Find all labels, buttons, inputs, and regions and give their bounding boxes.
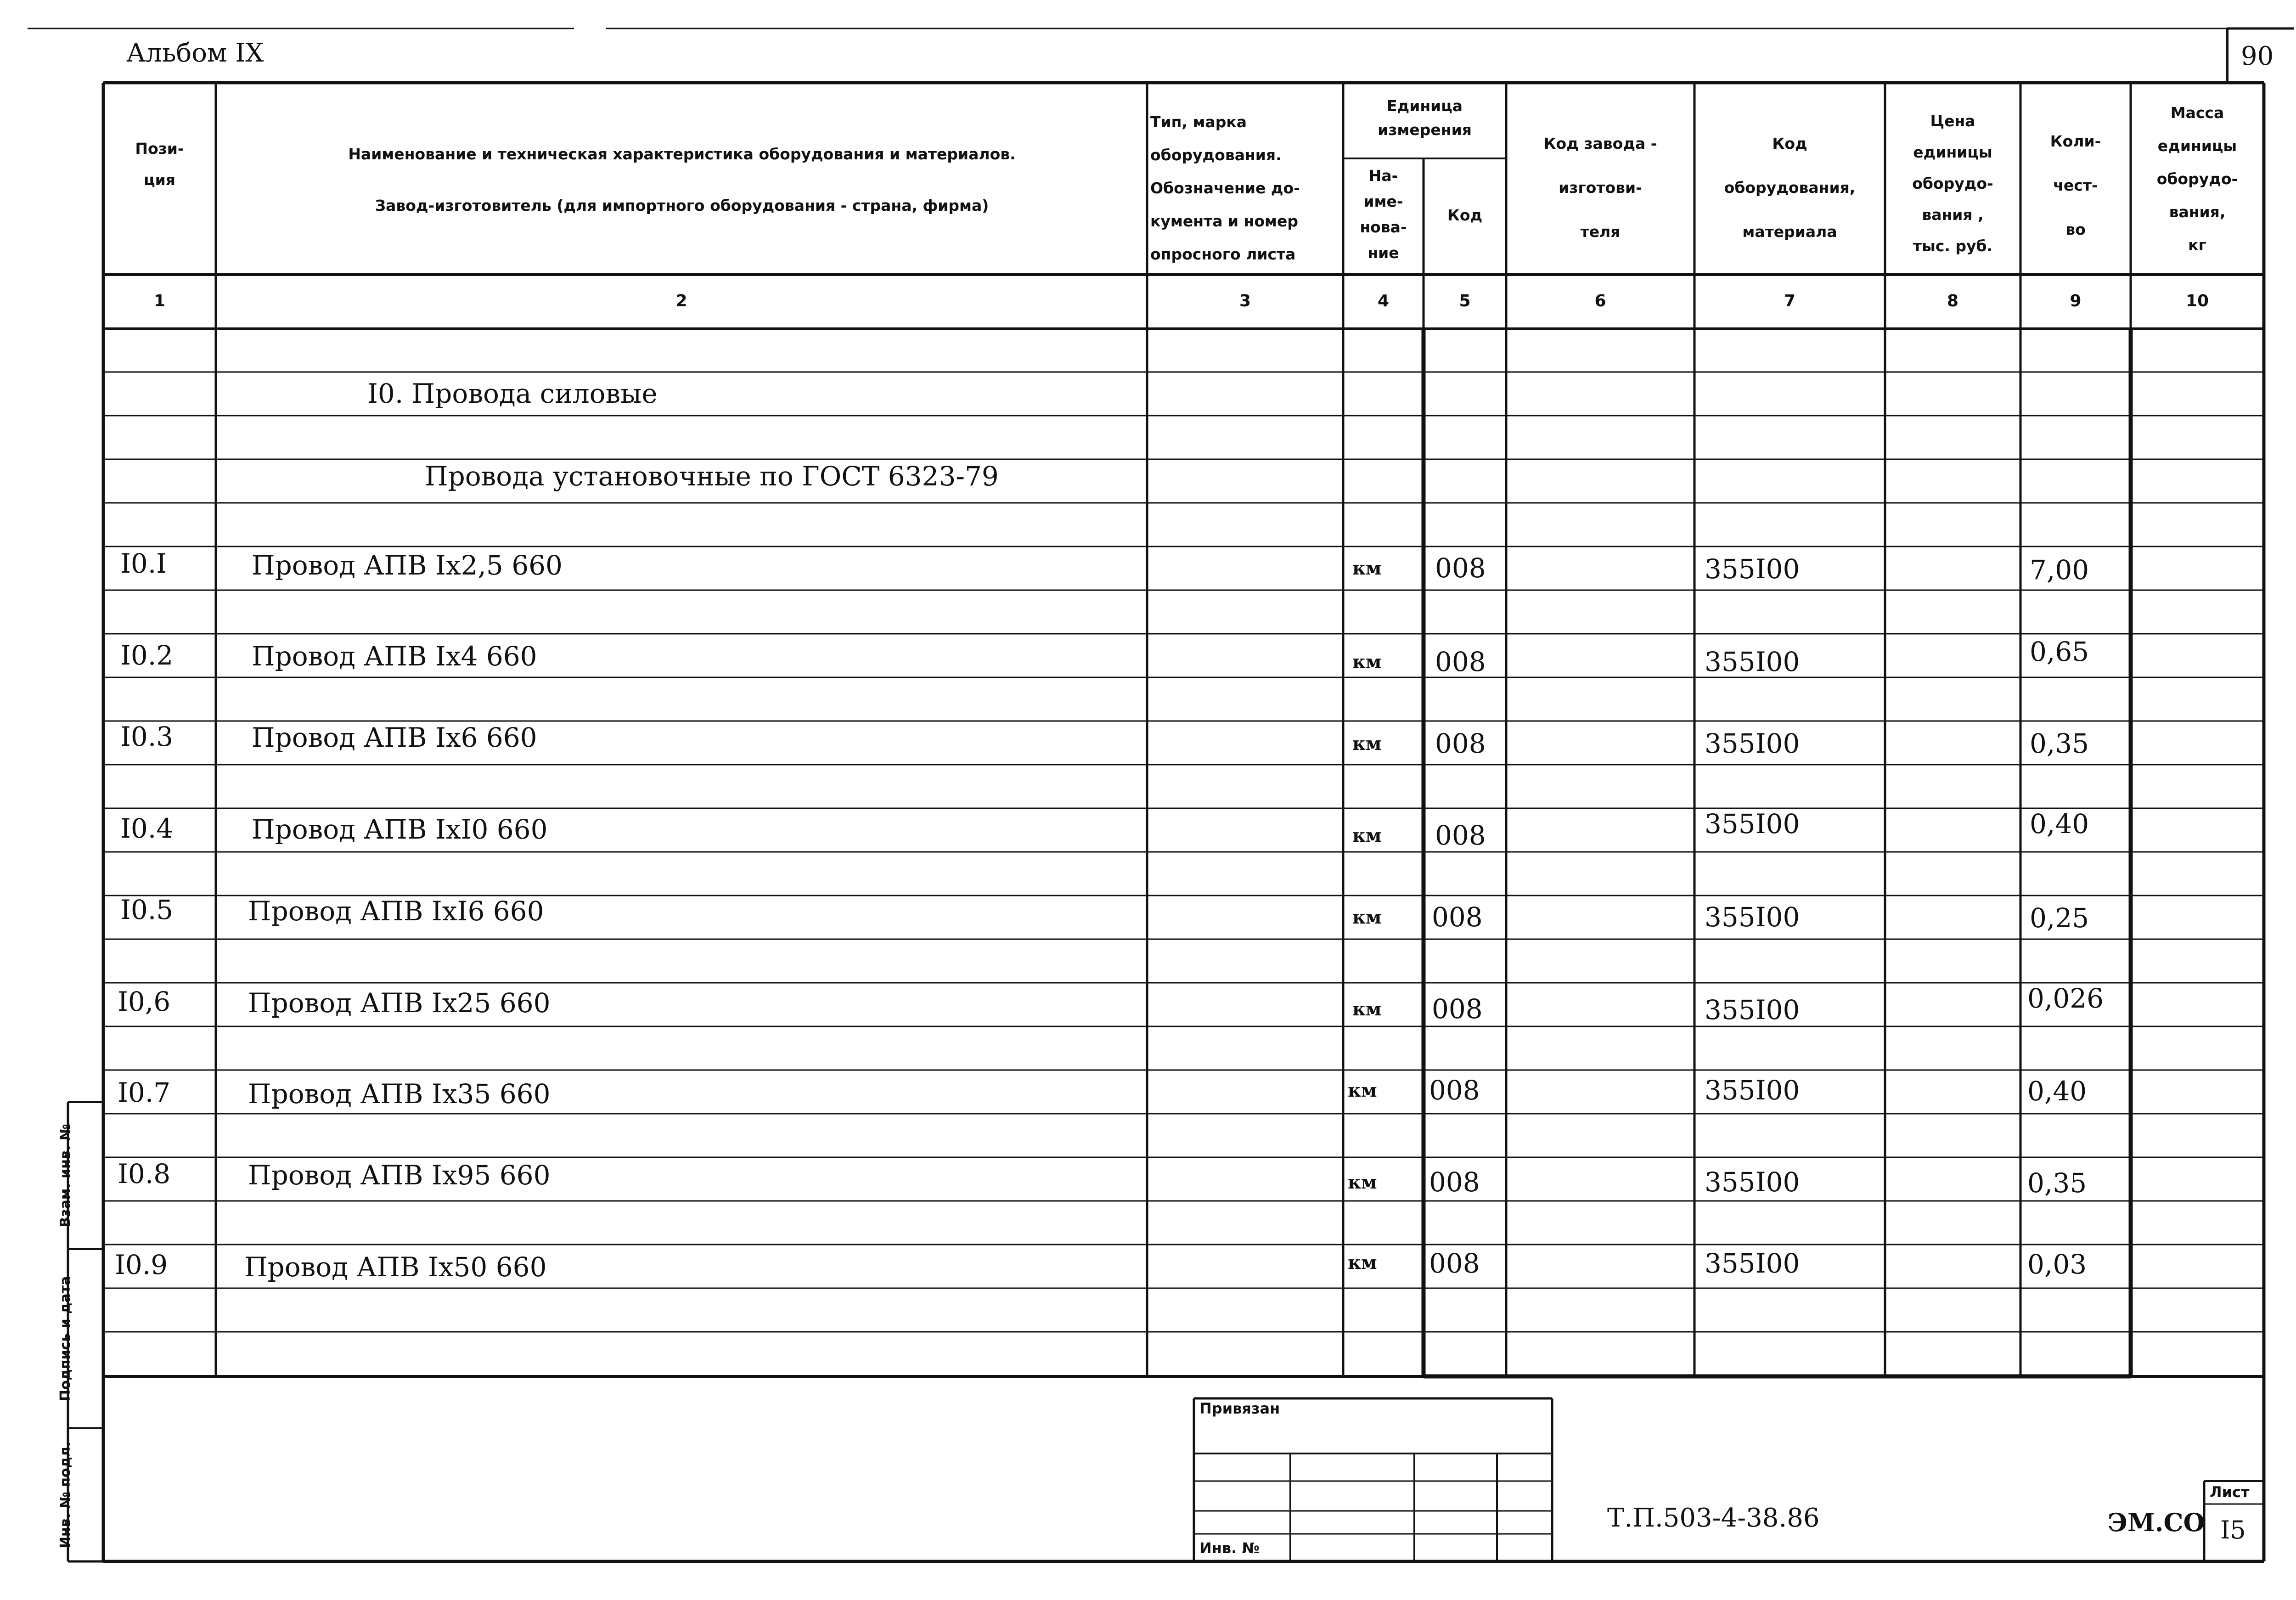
col-header-unit: Единица измерения [1378, 97, 1472, 139]
row-position: I0.5 [120, 894, 174, 925]
row-equipment-code: 355I00 [1705, 808, 1800, 839]
row-position: I0.I [120, 548, 167, 579]
row-equipment-code: 355I00 [1705, 1075, 1800, 1106]
row-quantity: 0,35 [2027, 1167, 2087, 1199]
side-label-original-inv: Инв. № подл. [57, 1441, 73, 1549]
col-number-7: 7 [1784, 292, 1796, 310]
row-equipment-code: 355I00 [1705, 1166, 1800, 1198]
page-number: 90 [2241, 41, 2274, 71]
col-number-5: 5 [1459, 292, 1471, 310]
col-header-mass: Масса единицы оборудо- вания, кг [2156, 104, 2238, 254]
col-header-position: Пози- ция [135, 140, 184, 189]
row-quantity: 0,40 [2030, 808, 2089, 839]
row-position: I0.9 [115, 1249, 168, 1280]
col-number-9: 9 [2070, 292, 2082, 310]
row-unit: км [1352, 651, 1382, 673]
row-name: Провод АПВ IхI6 660 [248, 896, 544, 927]
row-quantity: 0,40 [2027, 1076, 2087, 1107]
row-quantity: 0,026 [2027, 983, 2104, 1014]
row-unit: км [1352, 733, 1382, 755]
row-name: Провод АПВ Iх35 660 [248, 1078, 551, 1110]
row-unit: км [1352, 825, 1382, 846]
row-name: Провод АПВ Iх2,5 660 [252, 550, 563, 581]
row-code: 008 [1432, 993, 1483, 1025]
col-header-type: Тип, марка оборудования. Обозначение до- кумента и номер опросного листа [1150, 113, 1300, 263]
row-name: Провод АПВ Iх6 660 [252, 722, 537, 753]
row-name: Провод АПВ IхI0 660 [252, 814, 548, 845]
row-position: I0.4 [120, 813, 174, 844]
col-number-1: 1 [153, 292, 166, 310]
row-equipment-code: 355I00 [1705, 1248, 1800, 1279]
section-code: ЭМ.СО [2108, 1508, 2205, 1537]
row-unit: км [1348, 1252, 1377, 1273]
row-unit: км [1348, 1080, 1377, 1101]
row-code: 008 [1432, 901, 1483, 933]
row-unit: км [1352, 558, 1382, 579]
row-name: Провод АПВ Iх25 660 [248, 987, 551, 1019]
col-header-unit-name: На- име- нова- ние [1360, 167, 1407, 262]
row-quantity: 0,35 [2030, 728, 2089, 759]
row-quantity: 0,25 [2030, 902, 2089, 934]
row-name: Провод АПВ Iх4 660 [252, 641, 537, 672]
row-code: 008 [1429, 1075, 1480, 1106]
side-label-signature-date: Подпись и дата [57, 1276, 73, 1402]
col-number-3: 3 [1239, 292, 1251, 310]
document-code: Т.П.503-4-38.86 [1607, 1503, 1820, 1533]
stamp-bound-label: Привязан [1199, 1400, 1280, 1417]
row-name: Провод АПВ Iх95 660 [248, 1160, 551, 1191]
col-header-factory-code: Код завода - изготови- теля [1543, 135, 1657, 241]
row-equipment-code: 355I00 [1705, 553, 1800, 585]
col-header-equipment-code: Код оборудования, материала [1724, 135, 1856, 241]
col-number-6: 6 [1594, 292, 1606, 310]
col-number-4: 4 [1377, 292, 1390, 310]
row-unit: км [1352, 998, 1382, 1020]
stamp-inv-label: Инв. № [1199, 1539, 1260, 1557]
subsection-title: Провода установочные по ГОСТ 6323-79 [425, 461, 999, 492]
col-header-quantity: Коли- чест- во [2050, 132, 2101, 238]
col-number-10: 10 [2185, 292, 2209, 310]
row-position: I0.3 [120, 721, 174, 752]
row-unit: км [1352, 907, 1382, 928]
sheet-label: Лист [2210, 1483, 2250, 1501]
row-code: 008 [1435, 552, 1486, 584]
row-quantity: 0,65 [2030, 636, 2089, 667]
col-header-name: Наименование и техническая характеристика оборудования и материалов. Завод-изготовитель (для импортного оборудования - страна, фирма) [348, 145, 1016, 214]
row-code: 008 [1435, 820, 1486, 851]
row-code: 008 [1435, 728, 1486, 759]
row-position: I0.8 [118, 1158, 171, 1189]
row-position: I0,6 [118, 986, 171, 1017]
col-number-8: 8 [1947, 292, 1959, 310]
row-quantity: 7,00 [2030, 554, 2089, 586]
row-unit: км [1348, 1172, 1377, 1193]
side-label-replacement-inv: Взам. инв. № [57, 1124, 73, 1228]
col-number-2: 2 [675, 292, 687, 310]
row-equipment-code: 355I00 [1705, 646, 1800, 677]
row-code: 008 [1429, 1248, 1480, 1279]
row-position: I0.2 [120, 640, 174, 671]
row-name: Провод АПВ Iх50 660 [244, 1251, 547, 1283]
row-equipment-code: 355I00 [1705, 994, 1800, 1025]
row-quantity: 0,03 [2027, 1249, 2087, 1280]
album-label: Альбом IX [126, 38, 264, 68]
row-code: 008 [1429, 1166, 1480, 1198]
row-code: 008 [1435, 646, 1486, 677]
row-position: I0.7 [118, 1077, 171, 1108]
section-title: I0. Провода силовые [367, 378, 658, 409]
col-header-unit-code: Код [1447, 206, 1483, 224]
row-equipment-code: 355I00 [1705, 728, 1800, 759]
sheet-number: I5 [2220, 1515, 2246, 1544]
row-equipment-code: 355I00 [1705, 901, 1800, 933]
col-header-price: Цена единицы оборудо- вания , тыс. руб. [1912, 112, 1993, 255]
